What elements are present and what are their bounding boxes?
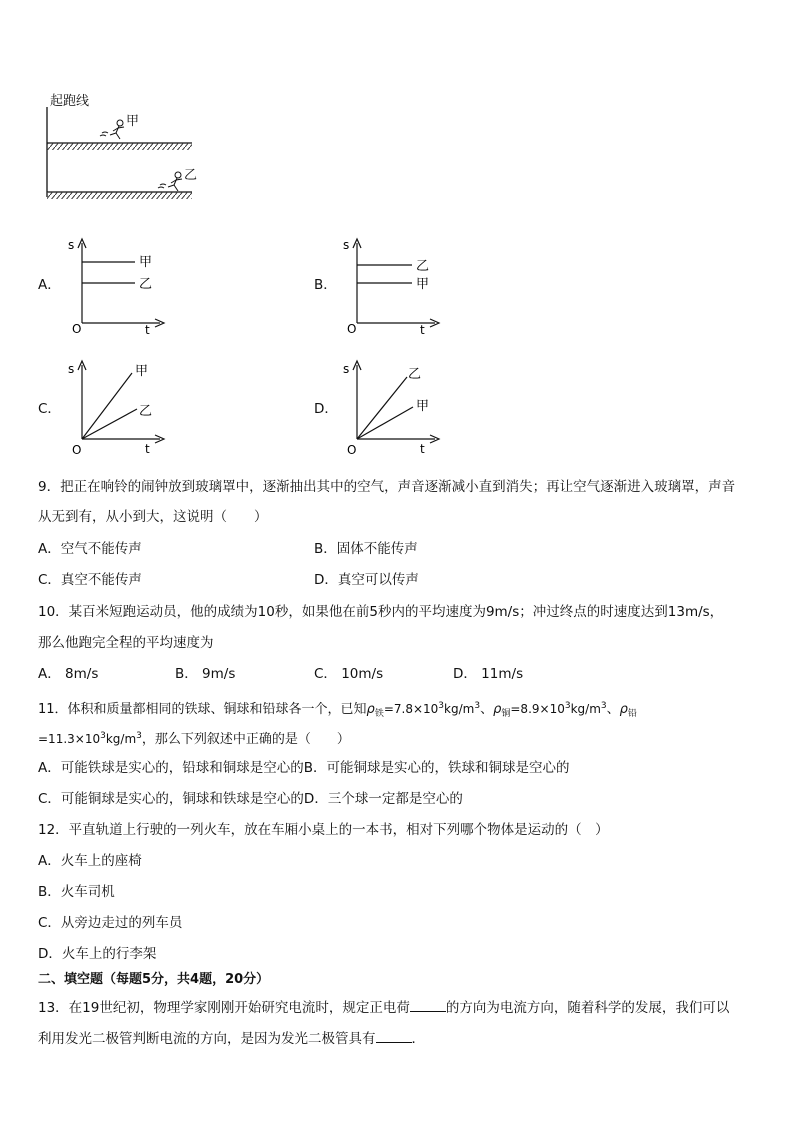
copper-density: =8.9×10 bbox=[510, 702, 565, 716]
q10-option-a[interactable]: A． 8m/s bbox=[38, 666, 99, 682]
q11-stem-line1: 11．体积和质量都相同的铁球、铜球和铅球各一个，已知$\rho_铁=7.8\times 10^3kg/m^3$、$\rho_铜=8.9\times 10^3kg/m^3$、$\rho_铅$ bbox=[38, 701, 637, 719]
q12-stem: 12．平直轨道上行驶的一列火车，放在车厢小桌上的一本书，相对下列哪个物体是运动的（ ） bbox=[38, 822, 609, 838]
q9-stem-line1: 9．把正在响铃的闹钟放到玻璃罩中，逐渐抽出其中的空气，声音逐渐减小直到消失；再让空气逐渐进入玻璃罩，声音 bbox=[38, 479, 736, 495]
race-track-figure bbox=[40, 105, 200, 205]
axis-s-label: s bbox=[68, 362, 75, 376]
iron-subscript: 铁 bbox=[374, 709, 384, 719]
graph-b-label-lower: 甲 bbox=[416, 277, 430, 292]
option-a-label: A． bbox=[38, 277, 61, 293]
origin-label: O bbox=[347, 322, 357, 335]
q9-option-a[interactable]: A．空气不能传声 bbox=[38, 541, 142, 557]
lead-subscript: 铅 bbox=[627, 709, 637, 719]
graph-c-line-steep bbox=[82, 373, 132, 439]
axis-t-label: t bbox=[145, 442, 150, 456]
graph-a bbox=[65, 235, 175, 335]
axis-t-label: t bbox=[145, 323, 150, 335]
rho-symbol: ρ bbox=[366, 702, 375, 717]
graph-d-line-shallow bbox=[357, 407, 413, 439]
q13-blank-1[interactable] bbox=[410, 999, 446, 1012]
section-heading: 二、填空题（每题5分，共4题，20分） bbox=[38, 972, 270, 987]
q12-option-c[interactable]: C．从旁边走过的列车员 bbox=[38, 915, 183, 931]
axis-t-label: t bbox=[420, 442, 425, 456]
q10-stem-line2: 那么他跑完全程的平均速度为 bbox=[38, 635, 214, 651]
q12-option-b[interactable]: B．火车司机 bbox=[38, 884, 115, 900]
runner-a-icon bbox=[100, 120, 124, 139]
q9-option-b[interactable]: B．固体不能传声 bbox=[314, 541, 418, 557]
q13-blank-2[interactable] bbox=[376, 1030, 412, 1043]
runner-b-icon bbox=[158, 172, 182, 191]
q13-stem-line1: 13．在19世纪初，物理学家刚刚开始研究电流时，规定正电荷 的方向为电流方向，随着科学的发展，我们可以 bbox=[38, 1000, 730, 1016]
origin-label: O bbox=[347, 443, 357, 457]
option-c-label: C． bbox=[38, 401, 61, 417]
q9-stem-line2: 从无到有，从小到大，这说明（ ） bbox=[38, 509, 268, 525]
runner-b-label: 乙 bbox=[184, 168, 198, 183]
axis-s-label: s bbox=[68, 238, 75, 252]
graph-b bbox=[340, 235, 450, 335]
q10-option-b[interactable]: B． 9m/s bbox=[175, 666, 236, 682]
runner-a-label: 甲 bbox=[126, 114, 140, 129]
graph-d-label-lower: 甲 bbox=[416, 399, 430, 414]
option-d-label: D． bbox=[314, 401, 338, 417]
origin-label: O bbox=[72, 322, 82, 335]
q12-option-d[interactable]: D．火车上的行李架 bbox=[38, 946, 157, 962]
q9-option-d[interactable]: D．真空可以传声 bbox=[314, 572, 419, 588]
axis-s-label: s bbox=[343, 238, 350, 252]
axis-s-label: s bbox=[343, 362, 350, 376]
graph-c-label-upper: 甲 bbox=[135, 364, 149, 379]
graph-a-label-upper: 甲 bbox=[139, 255, 153, 270]
q11-options-ab[interactable]: A．可能铁球是实心的，铅球和铜球是空心的B．可能铜球是实心的，铁球和铜球是空心的 bbox=[38, 760, 570, 776]
start-line-label: 起跑线 bbox=[50, 94, 90, 109]
graph-d-line-steep bbox=[357, 377, 407, 439]
q12-option-a[interactable]: A．火车上的座椅 bbox=[38, 853, 142, 869]
graph-d-label-upper: 乙 bbox=[408, 367, 422, 382]
iron-density: =7.8×10 bbox=[383, 702, 439, 716]
q11-lead: 11．体积和质量都相同的铁球、铜球和铅球各一个，已知 bbox=[38, 702, 367, 717]
lead-density: =11.3×10 bbox=[38, 732, 101, 746]
copper-subscript: 铜 bbox=[501, 709, 511, 719]
lane-bottom-hatch bbox=[47, 192, 192, 199]
lane-divider-hatch bbox=[47, 143, 192, 150]
graph-c-line-shallow bbox=[82, 409, 137, 439]
axis-t-label: t bbox=[420, 323, 425, 335]
graph-b-label-upper: 乙 bbox=[416, 259, 430, 274]
q9-option-c[interactable]: C．真空不能传声 bbox=[38, 572, 142, 588]
origin-label: O bbox=[72, 443, 82, 457]
q10-option-c[interactable]: C． 10m/s bbox=[314, 666, 384, 682]
q10-option-d[interactable]: D． 11m/s bbox=[453, 666, 524, 682]
q10-stem-line1: 10．某百米短跑运动员，他的成绩为10秒，如果他在前5秒内的平均速度为9m/s；冲过终点的时速度达到13m/s， bbox=[38, 604, 724, 620]
graph-d bbox=[340, 357, 450, 457]
graph-c bbox=[65, 357, 175, 457]
option-b-label: B． bbox=[314, 277, 337, 293]
q11-stem-line2: $=11.3\times 10^3kg/m^3$，那么下列叙述中正确的是（ ） bbox=[38, 731, 350, 747]
graph-a-label-lower: 乙 bbox=[139, 277, 153, 292]
q13-stem-line2: 利用发光二极管判断电流的方向，是因为发光二极管具有 ． bbox=[38, 1031, 425, 1047]
q11-options-cd[interactable]: C．可能铜球是实心的，铜球和铁球是空心的D．三个球一定都是空心的 bbox=[38, 791, 463, 807]
graph-c-label-lower: 乙 bbox=[139, 404, 153, 419]
